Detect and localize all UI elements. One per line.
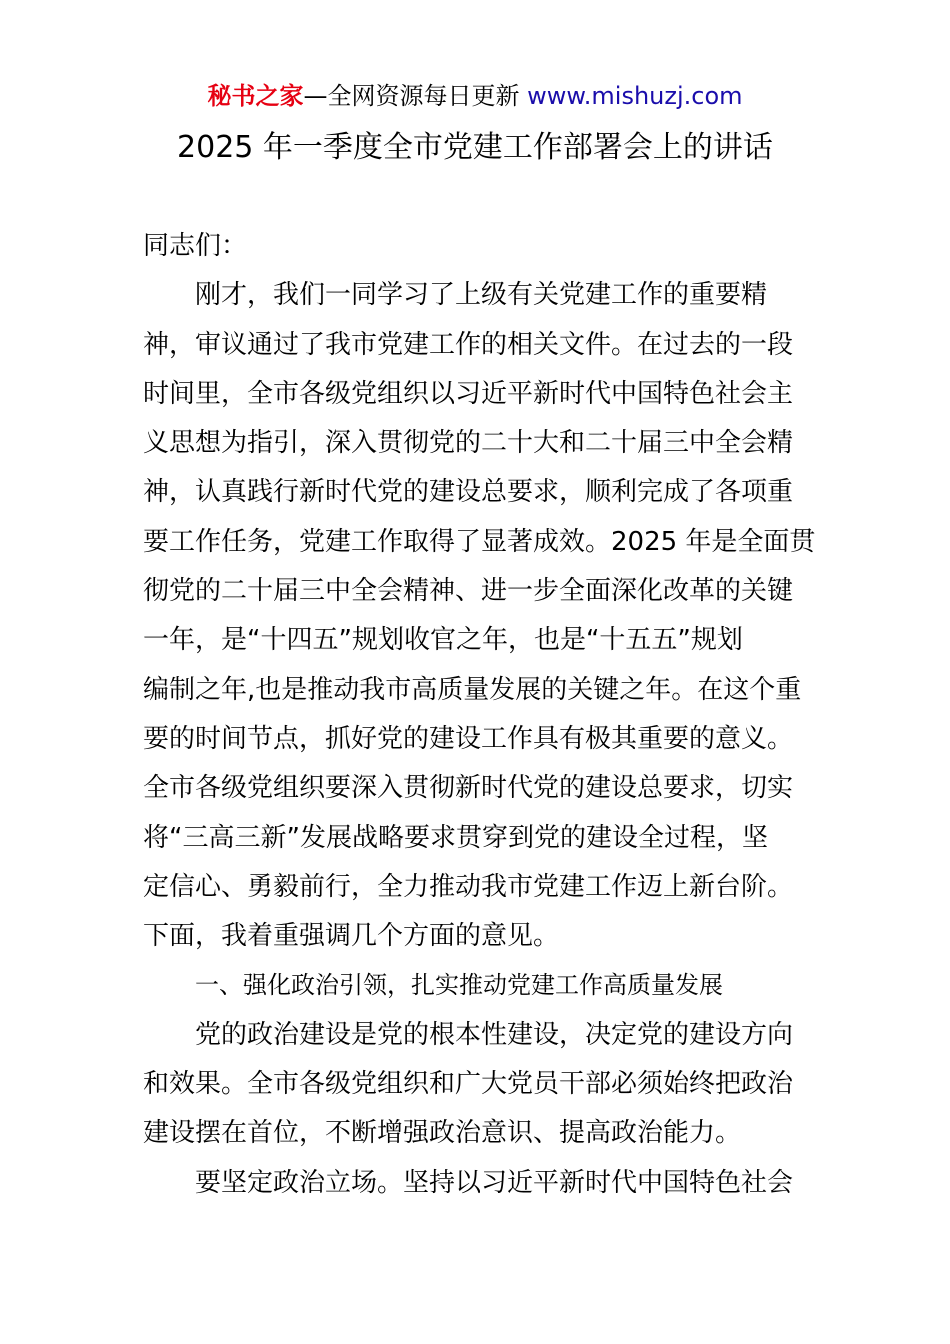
paragraph-line: 要坚定政治立场。坚持以习近平新时代中国特色社会: [195, 1167, 794, 1198]
paragraph-line: 时间里，全市各级党组织以习近平新时代中国特色社会主: [143, 378, 794, 409]
paragraph-line: 义思想为指引，深入贯彻党的二十大和二十届三中全会精: [143, 428, 794, 459]
paragraph-line: 要的时间节点，抓好党的建设工作具有极其重要的意义。: [143, 723, 794, 754]
paragraph-line: 编制之年,也是推动我市高质量发展的关键之年。在这个重: [143, 674, 802, 705]
paragraph-line: 建设摆在首位，不断增强政治意识、提高政治能力。: [143, 1118, 742, 1149]
site-url-link[interactable]: www.mishuzj.com: [527, 82, 743, 110]
site-tagline: —全网资源每日更新: [303, 82, 528, 110]
site-header: [0, 80, 950, 112]
paragraph-line: 全市各级党组织要深入贯彻新时代党的建设总要求，切实: [143, 773, 794, 804]
paragraph-line: 将“三高三新”发展战略要求贯穿到党的建设全过程，坚: [143, 822, 768, 853]
paragraph-line: 党的政治建设是党的根本性建设，决定党的建设方向: [195, 1019, 794, 1050]
paragraph-line: 神，审议通过了我市党建工作的相关文件。在过去的一段: [143, 329, 794, 360]
salutation: 同志们：: [143, 231, 248, 261]
paragraph-line: 下面，我着重强调几个方面的意见。: [143, 921, 560, 952]
paragraph-line: 定信心、勇毅前行，全力推动我市党建工作迈上新台阶。: [143, 871, 794, 902]
paragraph-line: 神，认真践行新时代党的建设总要求，顺利完成了各项重: [143, 477, 794, 508]
paragraph-line: 和效果。全市各级党组织和广大党员干部必须始终把政治: [143, 1069, 794, 1100]
document-title: 2025 年一季度全市党建工作部署会上的讲话: [177, 130, 773, 165]
paragraph-line: 要工作任务，党建工作取得了显著成效。2025 年是全面贯: [143, 526, 816, 557]
paragraph-line: 一年，是“十四五”规划收官之年，也是“十五五”规划: [143, 625, 743, 656]
document-body: [143, 222, 816, 1208]
paragraph-line: 彻党的二十届三中全会精神、进一步全面深化改革的关键: [143, 576, 794, 607]
paragraph-line: 刚才，我们一同学习了上级有关党建工作的重要精: [195, 280, 768, 311]
site-brand: 秘书之家: [207, 82, 304, 110]
section-heading: 一、强化政治引领，扎实推动党建工作高质量发展: [195, 971, 723, 1000]
